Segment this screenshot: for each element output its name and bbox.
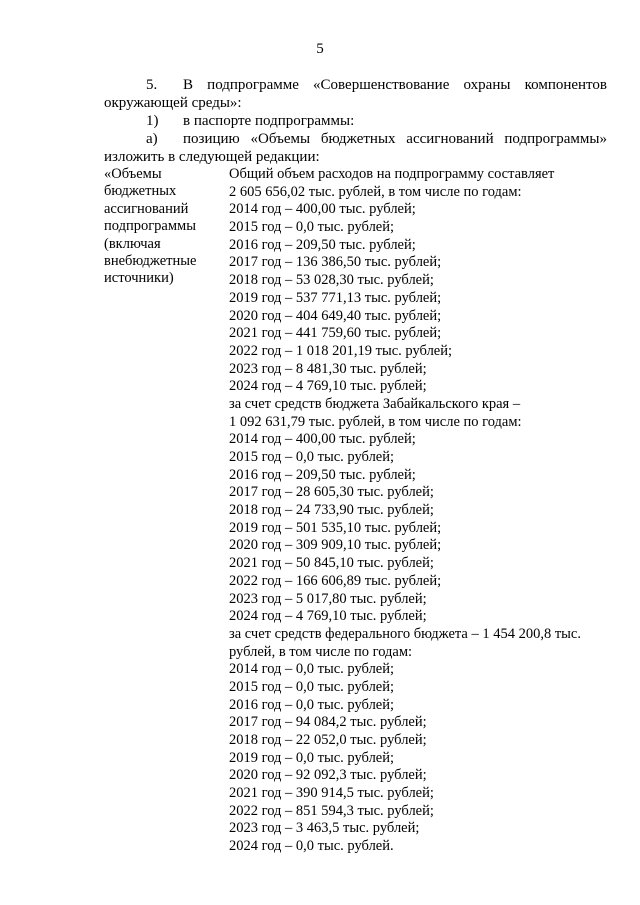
budget-line: 2023 год – 8 481,30 тыс. рублей;	[229, 360, 427, 377]
budget-line: 2022 год – 166 606,89 тыс. рублей;	[229, 572, 442, 589]
budget-line: 2019 год – 0,0 тыс. рублей;	[229, 749, 395, 766]
sub-a-line-1: позицию «Объемы бюджетных ассигнований подпрограммы»	[183, 131, 607, 147]
budget-line: 2016 год – 0,0 тыс. рублей;	[229, 696, 395, 713]
position-label-line: ассигнований	[104, 200, 189, 217]
budget-line: 2018 год – 24 733,90 тыс. рублей;	[229, 502, 434, 519]
sub-a-line-2: изложить в следующей редакции:	[104, 149, 320, 165]
budget-line: 2014 год – 0,0 тыс. рублей;	[229, 661, 395, 678]
budget-line: 2019 год – 501 535,10 тыс. рублей;	[229, 519, 442, 536]
budget-line: 2021 год – 441 759,60 тыс. рублей;	[229, 325, 442, 342]
budget-details	[229, 166, 619, 856]
item-5-line-1: В подпрограмме «Совершенствование охраны компонентов	[183, 77, 607, 93]
position-label-line: бюджетных	[104, 183, 177, 200]
budget-line: 2022 год – 1 018 201,19 тыс. рублей;	[229, 342, 453, 359]
budget-line: рублей, в том числе по годам:	[229, 643, 413, 660]
budget-line: 2021 год – 50 845,10 тыс. рублей;	[229, 555, 434, 572]
budget-line: 2020 год – 309 909,10 тыс. рублей;	[229, 537, 442, 554]
budget-line: 2015 год – 0,0 тыс. рублей;	[229, 449, 395, 465]
budget-line: 2019 год – 537 771,13 тыс. рублей;	[229, 289, 442, 306]
budget-line: 2021 год – 390 914,5 тыс. рублей;	[229, 785, 434, 802]
budget-line: 2017 год – 136 386,50 тыс. рублей;	[229, 254, 442, 271]
item-5-number: 5.	[146, 77, 158, 93]
sub-a-number: а)	[146, 131, 158, 147]
page-number: 5	[316, 41, 324, 57]
position-label-line: «Объемы	[104, 166, 162, 182]
budget-line: 2017 год – 28 605,30 тыс. рублей;	[229, 484, 434, 501]
budget-line: за счет средств федерального бюджета – 1 454 200,8 тыс.	[229, 625, 581, 642]
budget-line: 2022 год – 851 594,3 тыс. рублей;	[229, 802, 434, 819]
position-label-line: (включая	[104, 235, 161, 252]
position-label	[104, 166, 224, 288]
budget-line: 2016 год – 209,50 тыс. рублей;	[229, 466, 416, 483]
budget-line: 2023 год – 5 017,80 тыс. рублей;	[229, 590, 427, 607]
budget-line: 2018 год – 22 052,0 тыс. рублей;	[229, 732, 427, 748]
budget-line: за счет средств бюджета Забайкальского края –	[229, 395, 521, 412]
budget-line: 2018 год – 53 028,30 тыс. рублей;	[229, 272, 434, 289]
budget-line: 2024 год – 0,0 тыс. рублей.	[229, 838, 394, 855]
budget-line: 2020 год – 404 649,40 тыс. рублей;	[229, 307, 442, 324]
budget-line: 2015 год – 0,0 тыс. рублей;	[229, 219, 395, 236]
budget-line: Общий объем расходов на подпрограмму составляет	[229, 166, 555, 182]
budget-line: 2015 год – 0,0 тыс. рублей;	[229, 678, 395, 695]
budget-line: 2024 год – 4 769,10 тыс. рублей;	[229, 378, 427, 395]
sub-1-number: 1)	[146, 113, 159, 129]
budget-line: 2 605 656,02 тыс. рублей, в том числе по годам:	[229, 183, 522, 200]
budget-line: 2023 год – 3 463,5 тыс. рублей;	[229, 820, 420, 837]
position-label-line: внебюджетные	[104, 252, 197, 269]
budget-line: 2014 год – 400,00 тыс. рублей;	[229, 431, 416, 448]
budget-line: 2016 год – 209,50 тыс. рублей;	[229, 236, 416, 253]
budget-line: 2017 год – 94 084,2 тыс. рублей;	[229, 714, 427, 731]
budget-line: 1 092 631,79 тыс. рублей, в том числе по годам:	[229, 413, 522, 430]
budget-line: 2020 год – 92 092,3 тыс. рублей;	[229, 767, 427, 784]
budget-line: 2024 год – 4 769,10 тыс. рублей;	[229, 608, 427, 625]
position-label-line: источники)	[104, 270, 174, 287]
sub-1-text: в паспорте подпрограммы:	[183, 113, 355, 129]
item-5-line-2: окружающей среды»:	[104, 95, 242, 111]
position-label-line: подпрограммы	[104, 218, 196, 235]
budget-line: 2014 год – 400,00 тыс. рублей;	[229, 201, 416, 218]
